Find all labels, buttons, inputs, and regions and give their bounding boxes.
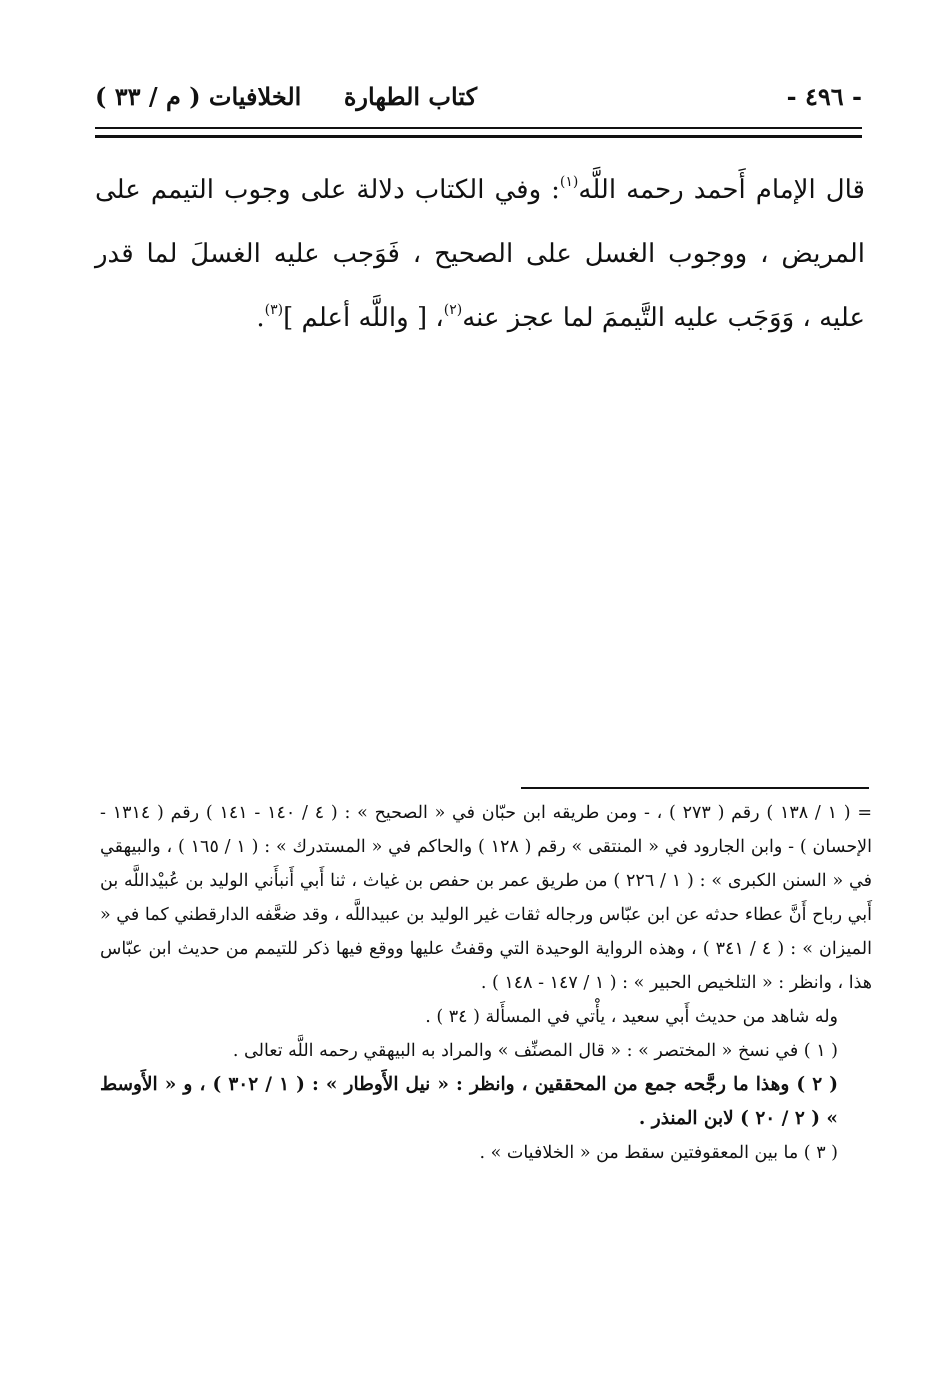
running-header — [95, 78, 862, 126]
footnote-3: ( ٣ ) ما بين المعقوفتين سقط من « الخلافيات » . — [479, 1143, 838, 1163]
page-number: - ٤٩٦ - — [786, 82, 862, 111]
main-paragraph — [95, 158, 865, 350]
footnotes — [100, 796, 872, 1170]
part-reference: الخلافيات ( م / ٣٣ ) — [95, 82, 302, 111]
book-section-title: كتاب الطهارة — [343, 82, 477, 111]
main-text-part-1: قال الإمام أَحمد رحمه اللَّه — [578, 175, 865, 205]
footnote-continuation: = ( ١ / ١٣٨ ) رقم ( ٢٧٣ ) ، - ومن طريقه ابن حبّان في « الصحيح » : ( ٤ / ١٤٠ - ١٤١ ) رقم ( ١٣١٤ - الإحسان ) - وابن الجارود في « المنتقى » رقم ( ١٢٨ ) والحاكم في « المستدرك » : ( ١ / ١٦٥ ) ، والبيهقي في « السنن الكبرى » : ( ١ / ٢٢٦ ) من طريق عمر بن حفص بن غياث ، ثنا أَبي أَنبأَني الوليد بن عُبيْداللَّه بن أَبي رباح أَنَّ عطاء حدثه عن ابن عبّاس ورجاله ثقات غير الوليد بن عبيداللَّه ، وقد ضعَّفه الدارقطني كما في « الميزان » : ( ٤ / ٣٤١ ) ، وهذه الرواية الوحيدة التي وقفتُ عليها ووقع فيها ذكر للتيمم من حديث ابن عبّاس هذا ، وانظر : « التلخيص الحبير » : ( ١ / ١٤٧ - ١٤٨ ) . — [100, 803, 873, 993]
main-text-part-3: ، [ واللَّه أعلم ] — [283, 303, 444, 333]
footnote-separator — [521, 787, 869, 789]
header-rule-thick — [95, 135, 862, 138]
main-text-part-2: : وفي الكتاب دلالة على وجوب التيمم على المريض ، ووجوب الغسل على الصحيح ، فَوَجب عليه الغسلَ لما قدر عليه ، وَوَجَب عليه التَّيممَ لما عجز عنه — [95, 175, 865, 333]
main-text — [95, 158, 865, 350]
footnote-ref-1: (١) — [559, 174, 579, 190]
footnote-ref-2: (٢) — [443, 302, 463, 318]
header-rule-thin — [95, 127, 862, 129]
footnote-witness: وله شاهد من حديث أَبي سعيد ، يأْتي في المسأَلة ( ٣٤ ) . — [425, 1007, 838, 1027]
main-text-end: . — [256, 303, 265, 333]
footnote-1: ( ١ ) في نسخ « المختصر » : « قال المصنِّف » والمراد به البيهقي رحمه اللَّه تعالى . — [232, 1041, 838, 1061]
footnote-ref-3: (٣) — [264, 302, 284, 318]
footnote-2: ( ٢ ) وهذا ما رجَّحه جمع من المحققين ، وانظر : « نيل الأَوطار » : ( ١ / ٣٠٢ ) ، و « الأَوسط » ( ٢ / ٢٠ ) لابن المنذر . — [100, 1074, 838, 1129]
